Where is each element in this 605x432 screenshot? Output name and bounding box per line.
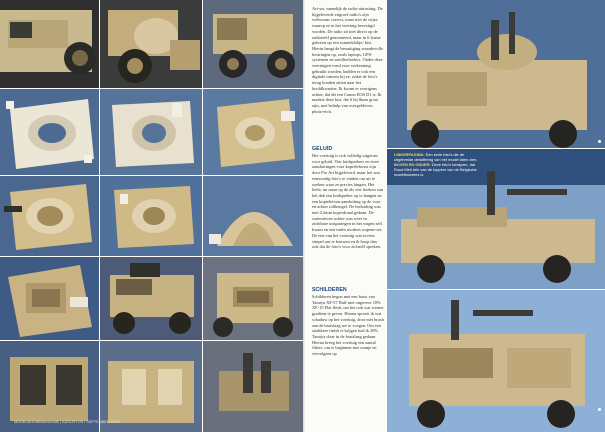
photo-interior-radio (0, 257, 99, 340)
photo-humvee-front (387, 290, 605, 432)
caption-label-left: LINKERPAGINA: (394, 152, 425, 157)
photo-seats-detail (100, 341, 202, 432)
photo-turret-ring-2 (100, 89, 202, 175)
page-marker-dot (598, 408, 601, 411)
photo-vehicle-rear-wheel (100, 0, 202, 88)
heading-schilderen: SCHILDEREN (312, 287, 347, 293)
paragraph-radio: Art-set, namelijk de radio-uitrusting. De bijgeleverde zitgroef radio's zijn weliswaar correct, maar niet de wijze waarop ze in het voertuig bevestigd worden. De radio zit niet direct op de radiotafel gemonteerd, maar in 6 frame geboren op een ruimteklokje/ kist. Hierin hangt de benuttiging waardevolle bestringen op, zoals laptops, GPS-systemen en satellietfoelers. Onder deze voertuigen vond voor verkenning gebruikt worden, hadden er ook een digitale camera bij ze, zodat de foto's terug konden zitten naar het hoofdkwartier. Ik kwam er overigens achter, dat dit een Canon EOS D1 is. Ik maakte deze kist, die 6 bij 8mm groot zijn, met behulp van overgebleven photo-etch. (312, 6, 383, 114)
photo-turret-assembly-2 (100, 176, 202, 256)
photo-vehicle-front-left (0, 0, 99, 88)
photo-turret-shield (203, 176, 303, 256)
photo-turret-ring-1 (0, 89, 99, 175)
photo-turret-assembly-1 (0, 176, 99, 256)
photo-weapon-mount (203, 341, 303, 432)
photo-vehicle-front-angle (100, 257, 202, 340)
footer-folio: MODELBOUWMAGAZINE | AUGUSTUS / SEPTEMBER 2013 (14, 420, 120, 424)
caption-text-top: Deze foto's bewijzen, dat Ruud Metl één van de toppers van de Belgische modelbouwers is. (394, 162, 477, 177)
photo-turret-ring-3 (203, 89, 303, 175)
paragraph-geluid: Het voertuig is ook volledig uitgerust voor geluid. Vier luidsprekers en twee aansluitingen voor koptelefoons zijn door Pro Art bijgeleverd, maar het was eenvoudig foto's te vinden om uit te zoeken waar ze precies hingen. Het liefst, nu maar op de als vier hoeken van het dak een luidspreker op te hangen en een koptelefoon aansluiting op de voor en achter roltbeugel. De bedrading was met 0,2mm koperdraad gedaan. De waterafvoer achter was weer in zichtbare uitsparingen in het wagen zelf kwam en een index modern wapens-set. De rest van het voertuig was tevens simpel om te bouwen en ik hoop dan ook dat de foto's voor zichzelf spreken. (312, 153, 384, 250)
photo-caption (394, 152, 480, 177)
photo-humvee-top (387, 0, 605, 148)
photo-vehicle-rear-side (203, 0, 303, 88)
page-marker-dot (598, 140, 601, 143)
photo-vehicle-grille (203, 257, 303, 340)
heading-geluid: GELUID (312, 146, 333, 152)
caption-label-top: BOVEN EN ONDER: (394, 162, 431, 167)
caption-text-left: Een serie foto's die de uitgebreide detaillering van het model laten zien. (394, 152, 478, 162)
photo-seats (0, 341, 99, 432)
paragraph-schilderen: Schilderen begon met een basis van Tamiya XF-57 Buff met ongeveer 10% XF-15 Flat flesh, om het ook wat warme gradient te geven. Hierna sproeit ik wat schaduw op het voertuig, door met brush aan de basislaag toe te voegen. Om een strakkere finish te krijgen had ik 20% Tamiya clear in de basislaag gedaan. Hierna kreeg het voertuig een aantal filters, om te beginnen met oranje en vervolgens op (312, 294, 384, 357)
